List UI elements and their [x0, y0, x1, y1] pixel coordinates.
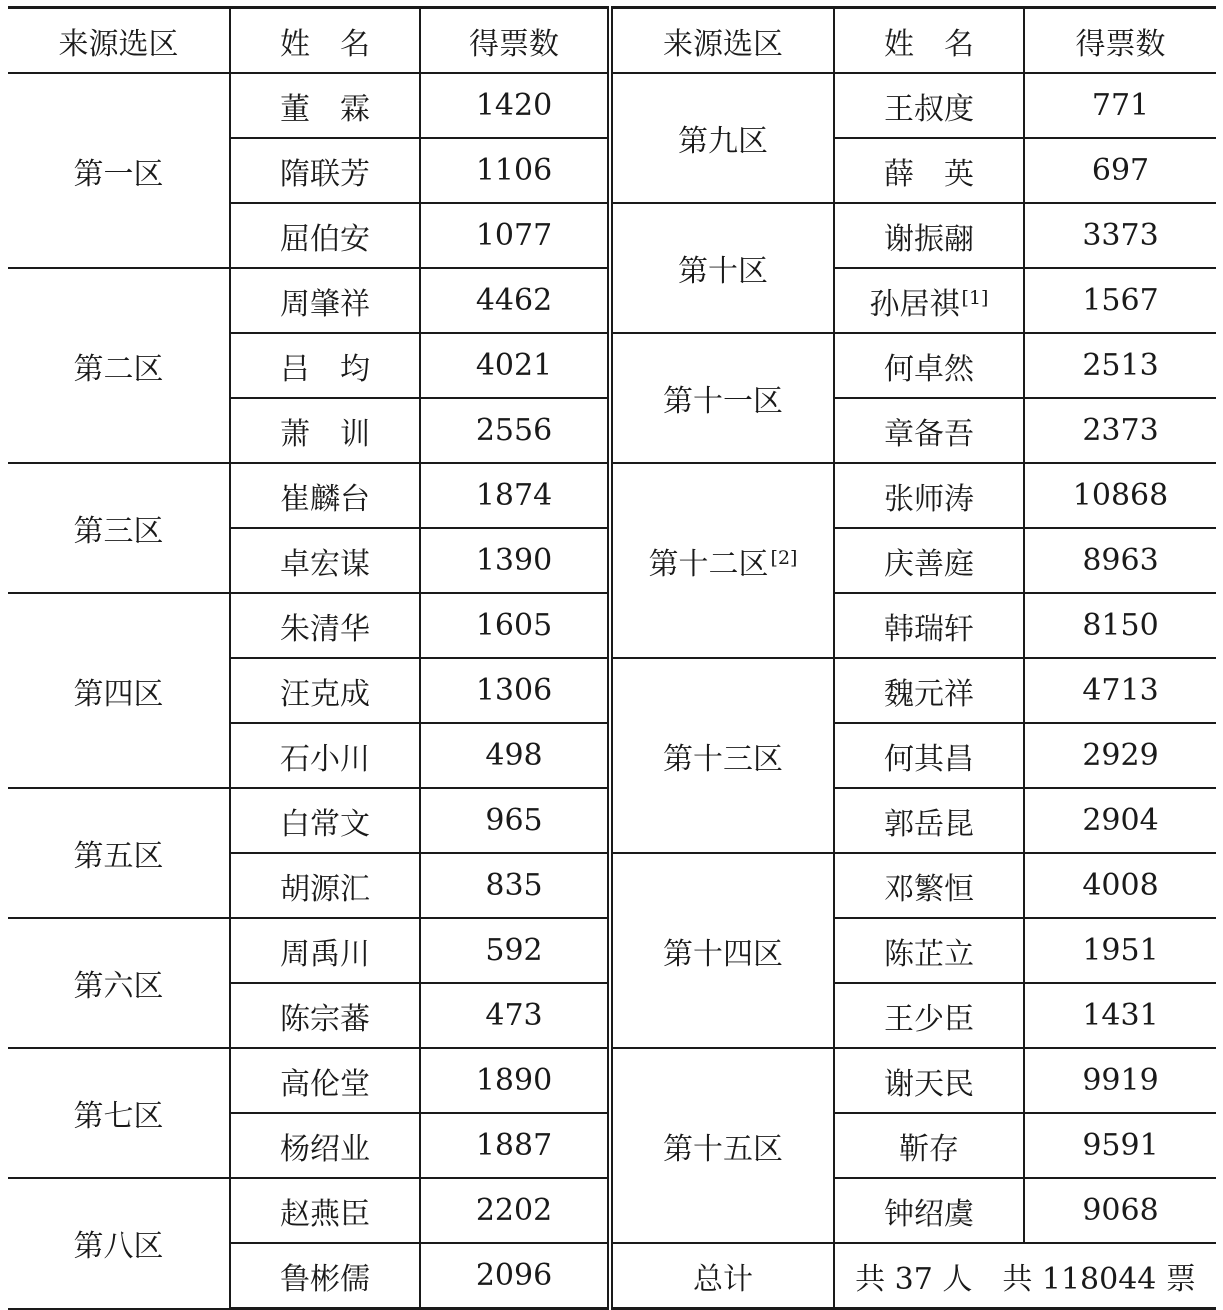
district-label-text: 第十三区 [663, 741, 783, 777]
candidate-name-text: 汪克成 [280, 676, 370, 712]
footnote-marker: [2] [770, 546, 798, 569]
district-label [8, 1048, 230, 1178]
vote-count: 592 [420, 918, 610, 983]
election-vote-table [8, 6, 1216, 1310]
candidate-name [834, 138, 1024, 203]
candidate-name-text: 朱清华 [280, 611, 370, 647]
vote-count: 4462 [420, 268, 610, 333]
vote-count: 1874 [420, 463, 610, 528]
candidate-name-text: 何其昌 [884, 741, 974, 777]
vote-count: 9919 [1024, 1048, 1216, 1113]
candidate-name-text: 陈宗蕃 [280, 1001, 370, 1037]
vote-count: 835 [420, 853, 610, 918]
vote-count: 1890 [420, 1048, 610, 1113]
district-label [610, 853, 834, 1048]
candidate-name [834, 658, 1024, 723]
district-label-text: 第四区 [73, 676, 164, 712]
candidate-name [834, 463, 1024, 528]
candidate-name-text: 高伦堂 [280, 1066, 370, 1102]
candidate-name [230, 1243, 420, 1309]
vote-count: 2513 [1024, 333, 1216, 398]
candidate-name [834, 268, 1024, 333]
vote-count: 1567 [1024, 268, 1216, 333]
candidate-name [834, 333, 1024, 398]
candidate-name [230, 203, 420, 268]
candidate-name-text: 郭岳昆 [884, 806, 974, 842]
candidate-name [230, 528, 420, 593]
vote-count: 1420 [420, 73, 610, 138]
vote-count: 965 [420, 788, 610, 853]
vote-count: 2556 [420, 398, 610, 463]
vote-count: 2096 [420, 1243, 610, 1309]
candidate-name [230, 333, 420, 398]
vote-count: 2904 [1024, 788, 1216, 853]
district-label-text: 第十五区 [663, 1131, 783, 1167]
district-label-text: 第三区 [73, 514, 164, 549]
candidate-name [230, 73, 420, 138]
district-label-text: 第十一区 [663, 384, 783, 419]
vote-count: 473 [420, 983, 610, 1048]
candidate-name [230, 138, 420, 203]
candidate-name-text: 隋联芳 [280, 156, 370, 192]
candidate-name [834, 398, 1024, 463]
vote-count: 4021 [420, 333, 610, 398]
vote-count: 1077 [420, 203, 610, 268]
vote-count: 9591 [1024, 1113, 1216, 1178]
vote-count: 3373 [1024, 203, 1216, 268]
candidate-name-text: 周禹川 [280, 936, 370, 972]
candidate-name [230, 1113, 420, 1178]
candidate-name-text: 董 霖 [280, 91, 370, 127]
table-row [8, 463, 1216, 528]
candidate-name-text: 屈伯安 [280, 221, 370, 257]
candidate-name [230, 1178, 420, 1243]
candidate-name-text: 赵燕臣 [280, 1196, 370, 1232]
header-name: 姓 名 [230, 8, 420, 74]
header-votes: 得票数 [420, 8, 610, 74]
candidate-name-text: 谢振翮 [884, 221, 974, 257]
district-label-text: 第八区 [73, 1229, 164, 1265]
vote-count: 2929 [1024, 723, 1216, 788]
candidate-name-text: 杨绍业 [280, 1131, 370, 1167]
candidate-name [834, 723, 1024, 788]
candidate-name-text: 魏元祥 [884, 676, 974, 712]
candidate-name [834, 853, 1024, 918]
district-label [610, 658, 834, 853]
candidate-name [834, 1178, 1024, 1243]
table-row [8, 73, 1216, 138]
vote-count: 697 [1024, 138, 1216, 203]
total-label: 总计 [610, 1243, 834, 1309]
district-label [610, 203, 834, 333]
candidate-name-text: 胡源汇 [280, 871, 370, 907]
candidate-name [834, 918, 1024, 983]
candidate-name-text: 庆善庭 [884, 546, 974, 582]
district-label-text: 第六区 [73, 969, 164, 1004]
candidate-name [834, 983, 1024, 1048]
candidate-name [230, 593, 420, 658]
candidate-name [230, 268, 420, 333]
candidate-name-text: 谢天民 [884, 1066, 974, 1102]
candidate-name [834, 528, 1024, 593]
candidate-name-text: 邓繁恒 [884, 871, 974, 907]
candidate-name [230, 658, 420, 723]
table-row [8, 1048, 1216, 1113]
candidate-name [834, 1113, 1024, 1178]
candidate-name-text: 卓宏谋 [280, 546, 370, 582]
candidate-name [230, 788, 420, 853]
district-label-text: 第五区 [73, 839, 164, 874]
district-label [610, 73, 834, 203]
candidate-name-text: 吕 均 [280, 351, 370, 387]
candidate-name-text: 孙居祺 [869, 286, 960, 322]
vote-count: 1306 [420, 658, 610, 723]
candidate-name-text: 王叔度 [884, 91, 974, 127]
header-district: 来源选区 [8, 8, 230, 74]
candidate-name [834, 788, 1024, 853]
candidate-name-text: 崔麟台 [280, 481, 370, 517]
district-label-text: 第九区 [678, 124, 768, 159]
candidate-name-text: 章备吾 [884, 416, 974, 452]
vote-count: 4008 [1024, 853, 1216, 918]
vote-count: 10868 [1024, 463, 1216, 528]
district-label [8, 268, 230, 463]
candidate-name [834, 73, 1024, 138]
header-district: 来源选区 [610, 8, 834, 74]
candidate-name [230, 398, 420, 463]
candidate-name [230, 853, 420, 918]
candidate-name [230, 983, 420, 1048]
vote-count: 1106 [420, 138, 610, 203]
candidate-name [834, 203, 1024, 268]
candidate-name-text: 靳存 [899, 1131, 959, 1167]
district-label [610, 333, 834, 463]
district-label-text: 第十区 [678, 254, 768, 289]
candidate-name-text: 鲁彬儒 [280, 1261, 370, 1297]
vote-count: 2202 [420, 1178, 610, 1243]
candidate-name-text: 白常文 [280, 806, 370, 842]
candidate-name-text: 陈芷立 [884, 936, 974, 972]
vote-count: 2373 [1024, 398, 1216, 463]
vote-count: 1605 [420, 593, 610, 658]
candidate-name [230, 918, 420, 983]
district-label-text: 第十二区 [648, 546, 769, 582]
footnote-marker: [1] [961, 286, 989, 309]
candidate-name-text: 石小川 [280, 741, 370, 777]
candidate-name-text: 张师涛 [884, 481, 974, 517]
vote-count: 8963 [1024, 528, 1216, 593]
candidate-name [230, 463, 420, 528]
vote-count: 498 [420, 723, 610, 788]
candidate-name-text: 钟绍虞 [884, 1196, 974, 1232]
candidate-name [834, 1048, 1024, 1113]
district-label [8, 1178, 230, 1309]
total-value: 共 37 人 共 118044 票 [834, 1243, 1216, 1309]
district-label-text: 第二区 [73, 351, 164, 387]
vote-count: 8150 [1024, 593, 1216, 658]
district-label [8, 73, 230, 268]
district-label [8, 918, 230, 1048]
candidate-name-text: 王少臣 [884, 1001, 974, 1037]
candidate-name [230, 1048, 420, 1113]
header-row [8, 8, 1216, 74]
vote-count: 771 [1024, 73, 1216, 138]
district-label [8, 593, 230, 788]
vote-count: 1951 [1024, 918, 1216, 983]
header-votes: 得票数 [1024, 8, 1216, 74]
vote-count: 1390 [420, 528, 610, 593]
vote-count: 4713 [1024, 658, 1216, 723]
vote-count: 1431 [1024, 983, 1216, 1048]
district-label [8, 788, 230, 918]
candidate-name-text: 周肇祥 [280, 286, 370, 322]
candidate-name-text: 萧 训 [280, 416, 370, 452]
district-label-text: 第十四区 [663, 936, 783, 972]
candidate-name-text: 何卓然 [884, 351, 974, 387]
header-name: 姓 名 [834, 8, 1024, 74]
district-label [8, 463, 230, 593]
candidate-name [230, 723, 420, 788]
district-label [610, 1048, 834, 1243]
candidate-name-text: 韩瑞轩 [884, 611, 974, 647]
vote-count: 9068 [1024, 1178, 1216, 1243]
district-label-text: 第七区 [73, 1099, 164, 1134]
candidate-name [834, 593, 1024, 658]
district-label [610, 463, 834, 658]
candidate-name-text: 薛 英 [884, 156, 974, 192]
district-label-text: 第一区 [73, 156, 164, 192]
vote-count: 1887 [420, 1113, 610, 1178]
